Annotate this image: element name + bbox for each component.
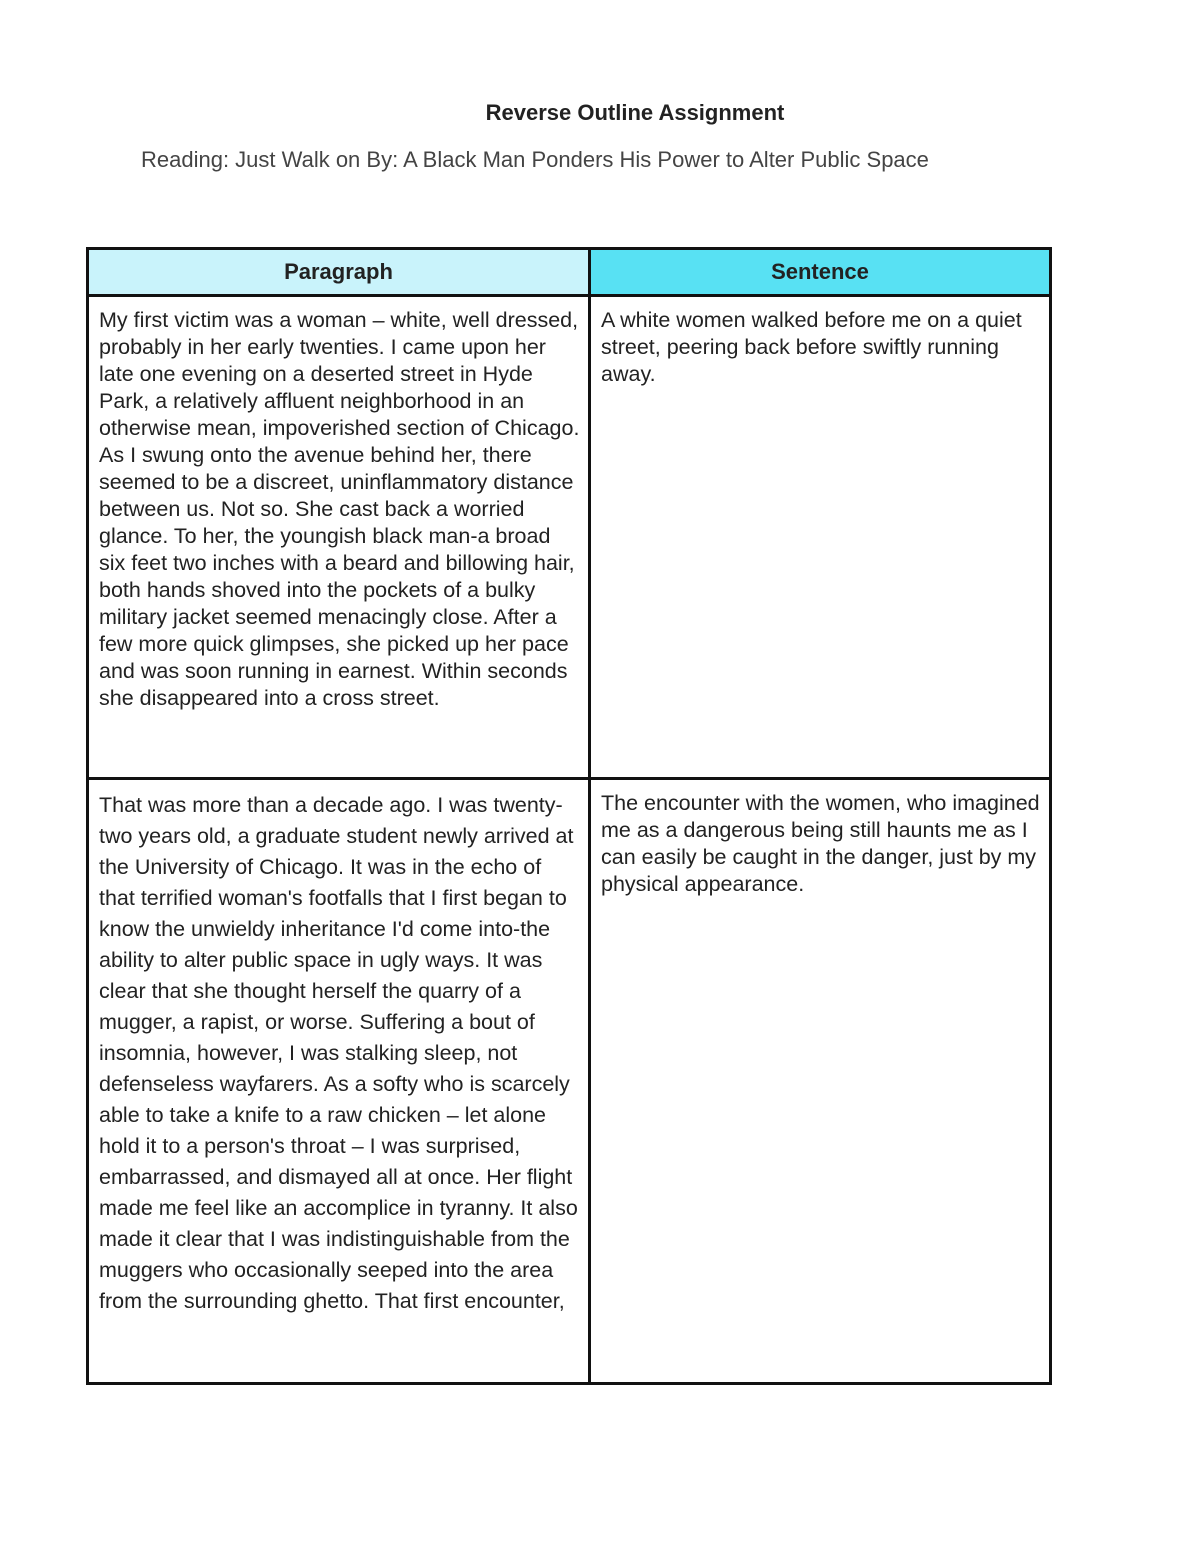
sentence-text: The encounter with the women, who imagined me as a dangerous being still haunts me as I can easily be caught in the danger, just by my physical appearance. — [601, 791, 1040, 896]
reading-subtitle: Reading: Just Walk on By: A Black Man Ponders His Power to Alter Public Space — [141, 147, 929, 172]
paragraph-text: My first victim was a woman – white, well dressed, probably in her early twenties. I came upon her late one evening on a deserted street in Hyde Park, a relatively affluent neighborhood in an otherwise mean, impoverished section of Chicago. As I swung onto the avenue behind her, there seemed to be a discreet, uninflammatory distance between us. Not so. She cast back a worried glance. To her, the youngish black man-a broad six feet two inches with a beard and billowing hair, both hands shoved into the pockets of a bulky military jacket seemed menacingly close. After a few more quick glimpses, she picked up her pace and was soon running in earnest. Within seconds she disappeared into a cross street. — [99, 308, 580, 710]
paragraph-text: That was more than a decade ago. I was twenty-two years old, a graduate student newly arrived at the University of Chicago. It was in the echo of that terrified woman's footfalls that I first began to know the unwieldy inheritance I'd come into-the ability to alter public space in ugly ways. It was clear that she thought herself the quarry of a mugger, a rapist, or worse. Suffering a bout of insomnia, however, I was stalking sleep, not defenseless wayfarers. As a softy who is scarcely able to take a knife to a raw chicken – let alone hold it to a person's throat – I was surprised, embarrassed, and dismayed all at once. Her flight made me feel like an accomplice in tyranny. It also made it clear that I was indistinguishable from the muggers who occasionally seeped into the area from the surrounding ghetto. That first encounter, — [99, 793, 578, 1313]
paragraph-column-header: Paragraph — [88, 249, 590, 296]
document-title: Reverse Outline Assignment — [485, 100, 785, 125]
table-header-row — [88, 249, 1051, 296]
sentence-cell — [590, 296, 1051, 779]
paragraph-cell — [88, 779, 590, 1384]
reverse-outline-table — [86, 247, 1052, 1385]
paragraph-cell — [88, 296, 590, 779]
sentence-text: A white women walked before me on a quiet street, peering back before swiftly running away. — [601, 308, 1022, 386]
table-row — [88, 296, 1051, 779]
sentence-cell — [590, 779, 1051, 1384]
sentence-column-header: Sentence — [590, 249, 1051, 296]
table-row — [88, 779, 1051, 1384]
